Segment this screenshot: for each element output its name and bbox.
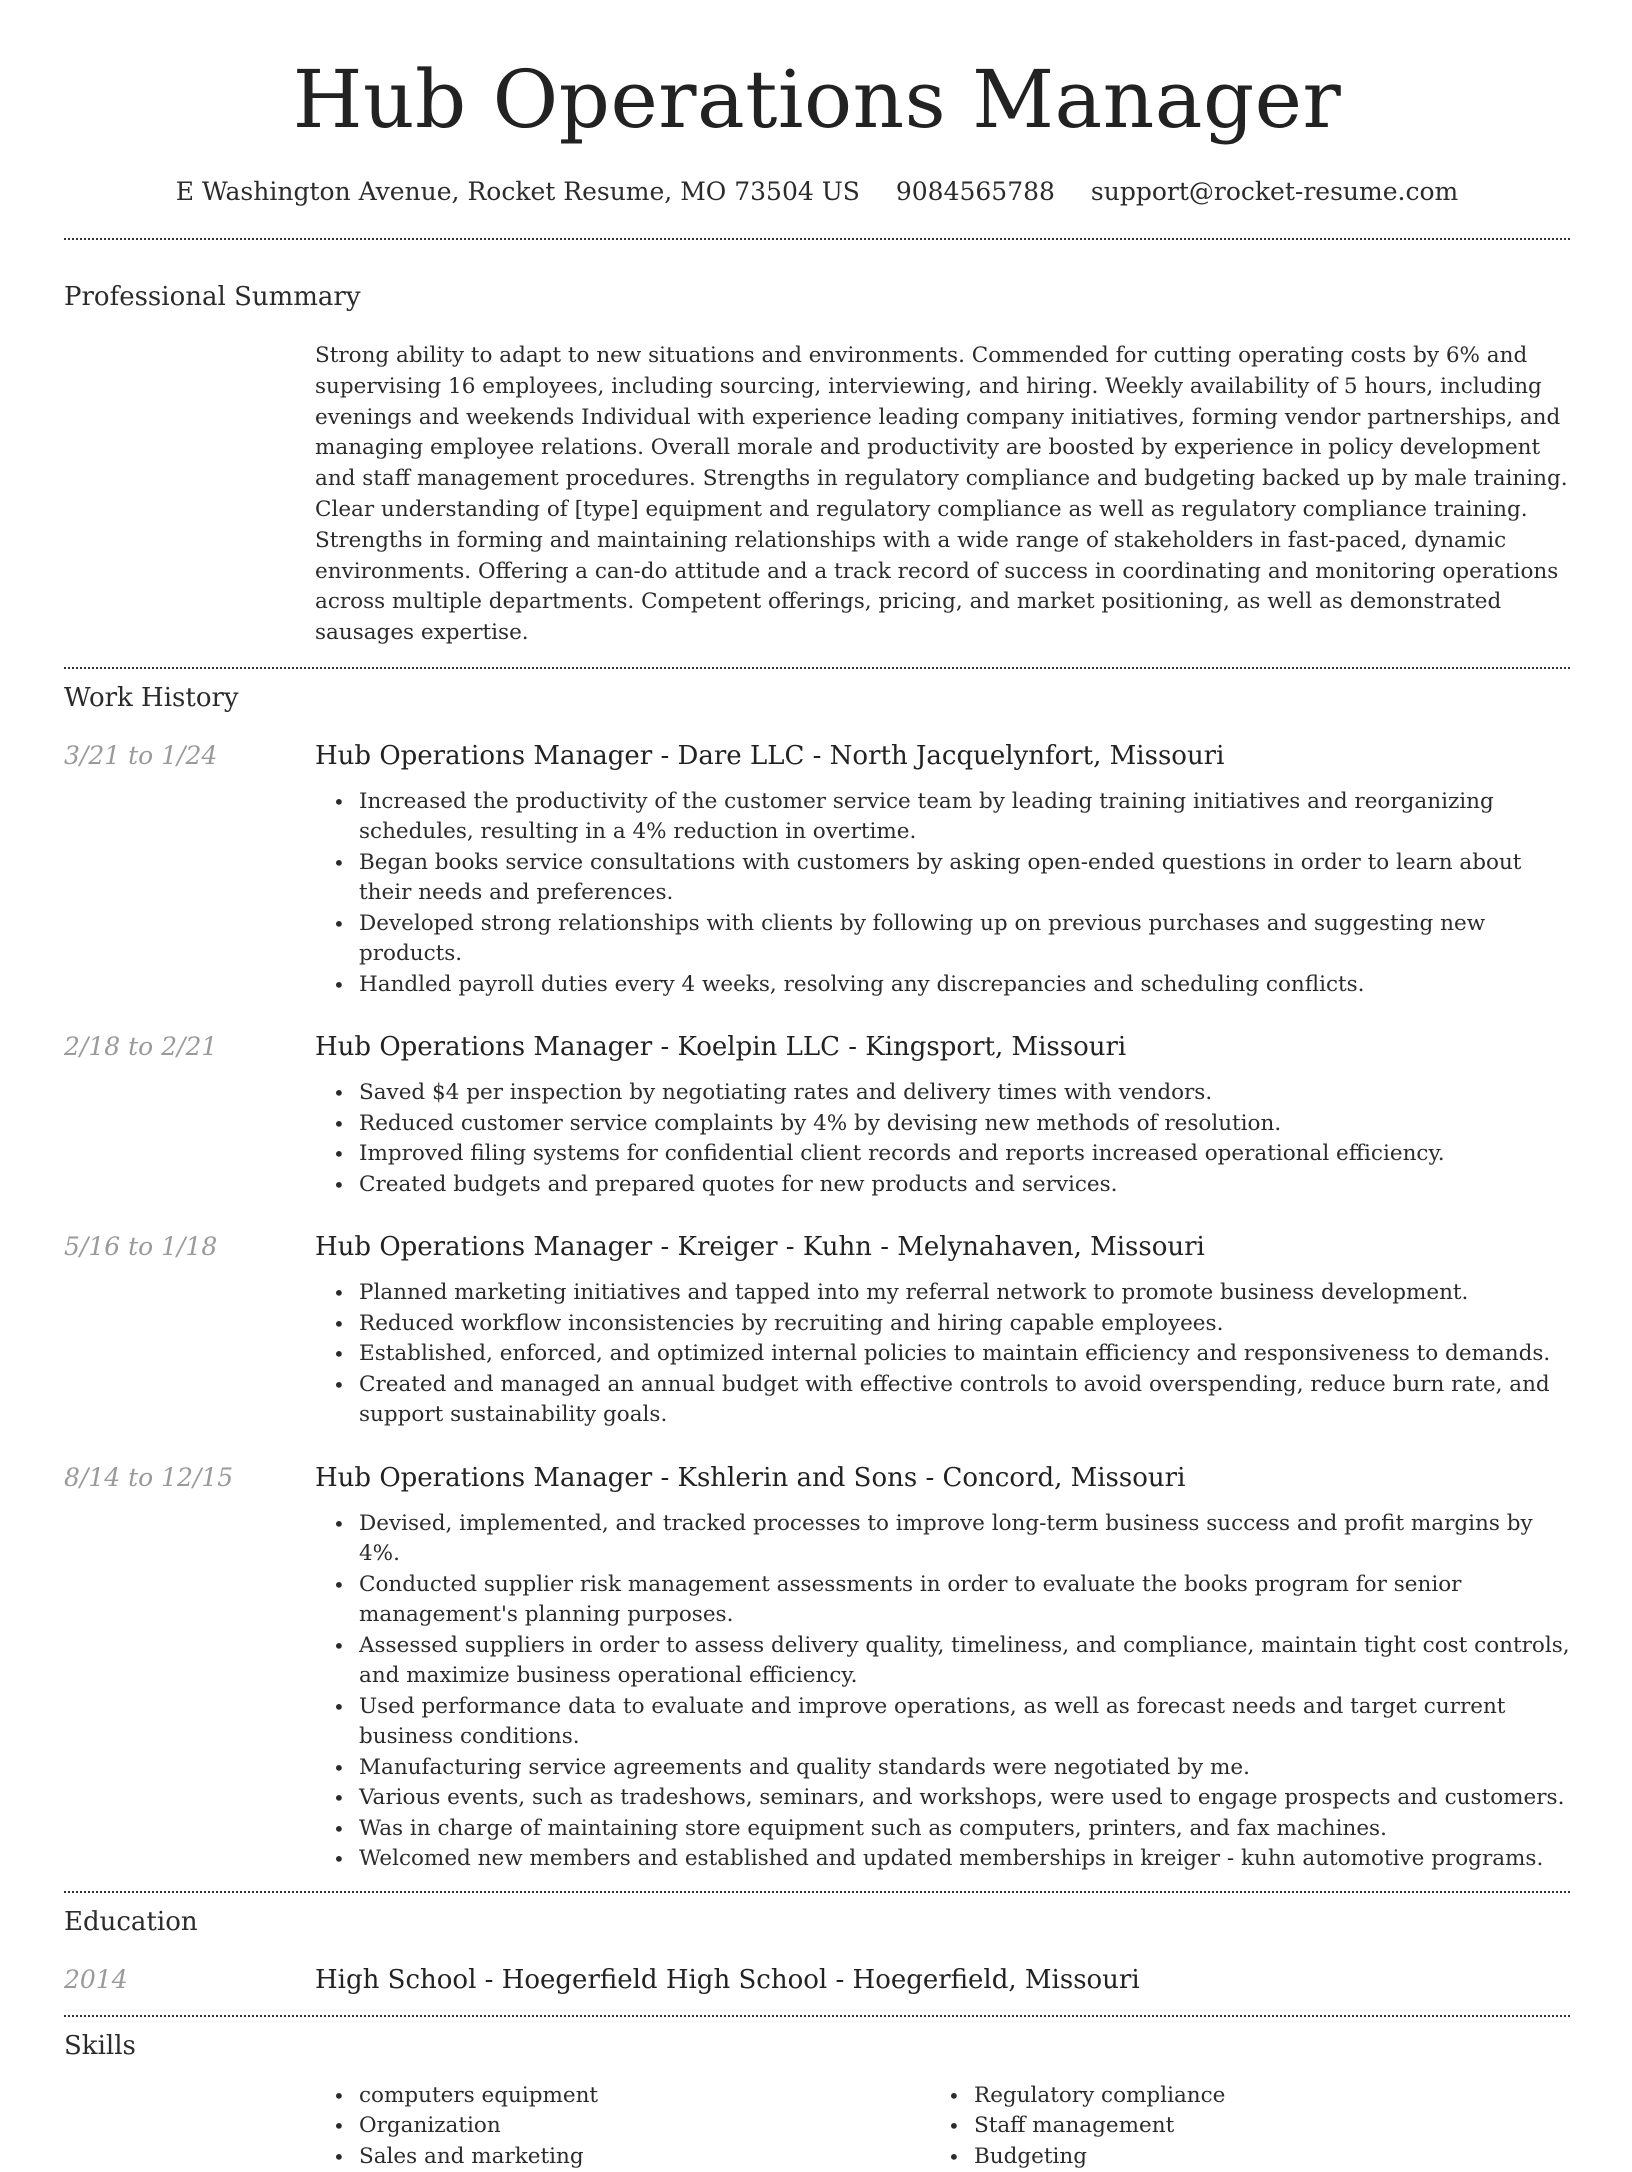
bullet-item: • Various events, such as tradeshows, seminars, and workshops, were used to engage prospects and customers. <box>359 1783 1570 1814</box>
bullet-item: • Began books service consultations with customers by asking open-ended questions in order to learn about their needs and preferences. <box>359 848 1570 909</box>
contact-address: E Washington Avenue, Rocket Resume, MO 73504 US <box>175 177 860 206</box>
job-dates: 8/14 to 12/15 <box>64 1462 234 1492</box>
job-entry <box>64 1030 1570 1200</box>
bullet-item: • Reduced customer service complaints by 4% by devising new methods of resolution. <box>359 1109 1570 1140</box>
skills-row <box>64 2081 1570 2172</box>
divider <box>64 667 1570 669</box>
job-bullets <box>315 1078 1570 1200</box>
skill-item: • Budgeting <box>974 2142 1545 2172</box>
skill-item: • Staff management <box>974 2111 1545 2142</box>
job-bullets <box>315 1278 1570 1431</box>
job-entry <box>64 1230 1570 1431</box>
bullet-item: • Was in charge of maintaining store equipment such as computers, printers, and fax machines. <box>359 1814 1570 1845</box>
divider <box>64 238 1570 240</box>
job-heading: Hub Operations Manager - Koelpin LLC - Kingsport, Missouri <box>315 1032 1127 1063</box>
skills-spacer <box>64 2081 315 2172</box>
job-entry <box>64 739 1570 1001</box>
section-title-skills: Skills <box>64 2030 136 2061</box>
bullet-item: • Welcomed new members and established and updated memberships in kreiger - kuhn automotive programs. <box>359 1844 1570 1875</box>
contact-phone: 9084565788 <box>895 177 1055 206</box>
bullet-item: • Devised, implemented, and tracked processes to improve long-term business success and profit margins by 4%. <box>359 1509 1570 1570</box>
bullet-item: • Saved $4 per inspection by negotiating rates and delivery times with vendors. <box>359 1078 1570 1109</box>
job-heading: Hub Operations Manager - Kshlerin and Sons - Concord, Missouri <box>315 1462 1186 1493</box>
skill-item: • Organization <box>359 2111 930 2142</box>
job-dates: 5/16 to 1/18 <box>64 1232 218 1262</box>
bullet-item: • Assessed suppliers in order to assess delivery quality, timeliness, and compliance, maintain tight cost controls, and maximize business operational efficiency. <box>359 1631 1570 1692</box>
education-heading: High School - Hoegerfield High School - Hoegerfield, Missouri <box>315 1964 1140 1995</box>
divider <box>64 2015 1570 2017</box>
resume-page <box>64 0 1570 2172</box>
job-dates: 2/18 to 2/21 <box>64 1032 218 1062</box>
bullet-item: • Created and managed an annual budget with effective controls to avoid overspending, reduce burn rate, and support sustainability goals. <box>359 1370 1570 1431</box>
bullet-item: • Developed strong relationships with clients by following up on previous purchases and suggesting new products. <box>359 909 1570 970</box>
job-heading: Hub Operations Manager - Kreiger - Kuhn - Melynahaven, Missouri <box>315 1232 1205 1263</box>
bullet-item: • Increased the productivity of the customer service team by leading training initiatives and reorganizing schedules, resulting in a 4% reduction in overtime. <box>359 787 1570 848</box>
bullet-item: • Created budgets and prepared quotes for new products and services. <box>359 1170 1570 1201</box>
job-bullets <box>315 787 1570 1001</box>
section-title-summary: Professional Summary <box>64 282 361 312</box>
bullet-item: • Used performance data to evaluate and improve operations, as well as forecast needs and target current business conditions. <box>359 1692 1570 1753</box>
education-entry <box>64 1963 1570 1997</box>
skill-item: • Regulatory compliance <box>974 2081 1545 2112</box>
candidate-name: Hub Operations Manager <box>292 53 1342 146</box>
education-year: 2014 <box>64 1964 128 1994</box>
bullet-item: • Planned marketing initiatives and tapped into my referral network to promote business development. <box>359 1278 1570 1309</box>
job-entry <box>64 1461 1570 1875</box>
contact-line <box>64 176 1570 208</box>
job-bullets <box>315 1509 1570 1875</box>
section-title-work-history: Work History <box>64 682 239 713</box>
summary-spacer <box>64 341 315 649</box>
bullet-item: • Handled payroll duties every 4 weeks, resolving any discrepancies and scheduling conflicts. <box>359 970 1570 1001</box>
bullet-item: • Improved filing systems for confidential client records and reports increased operational efficiency. <box>359 1139 1570 1170</box>
skills-list-right <box>930 2081 1545 2172</box>
skills-list-left <box>315 2081 930 2172</box>
bullet-item: • Reduced workflow inconsistencies by recruiting and hiring capable employees. <box>359 1309 1570 1340</box>
job-dates: 3/21 to 1/24 <box>64 740 218 770</box>
skill-item: • Sales and marketing <box>359 2142 930 2172</box>
bullet-item: • Manufacturing service agreements and quality standards were negotiated by me. <box>359 1753 1570 1784</box>
summary-text: Strong ability to adapt to new situations and environments. Commended for cutting operating costs by 6% and supervising 16 employees, including sourcing, interviewing, and hiring. Weekly availability of 5 hours, including evenings and weekends Individual with experience leading company initiatives, forming vendor partnerships, and managing employee relations. Overall morale and productivity are boosted by experience in policy development and staff management procedures. Strengths in regulatory compliance and budgeting backed up by male training. Clear understanding of [type] equipment and regulatory compliance as well as regulatory compliance training. Strengths in forming and maintaining relationships with a wide range of stakeholders in fast-paced, dynamic environments. Offering a can-do attitude and a track record of success in coordinating and monitoring operations across multiple departments. Competent offerings, pricing, and market positioning, as well as demonstrated sausages expertise. <box>315 343 1568 646</box>
section-title-education: Education <box>64 1906 198 1937</box>
bullet-item: • Conducted supplier risk management assessments in order to evaluate the books program for senior management's planning purposes. <box>359 1570 1570 1631</box>
summary-row <box>64 341 1570 649</box>
skill-item: • computers equipment <box>359 2081 930 2112</box>
job-heading: Hub Operations Manager - Dare LLC - North Jacquelynfort, Missouri <box>315 740 1225 771</box>
bullet-item: • Established, enforced, and optimized internal policies to maintain efficiency and responsiveness to demands. <box>359 1339 1570 1370</box>
divider <box>64 1891 1570 1893</box>
contact-email: support@rocket-resume.com <box>1090 177 1459 206</box>
skills-grid <box>315 2081 1570 2172</box>
